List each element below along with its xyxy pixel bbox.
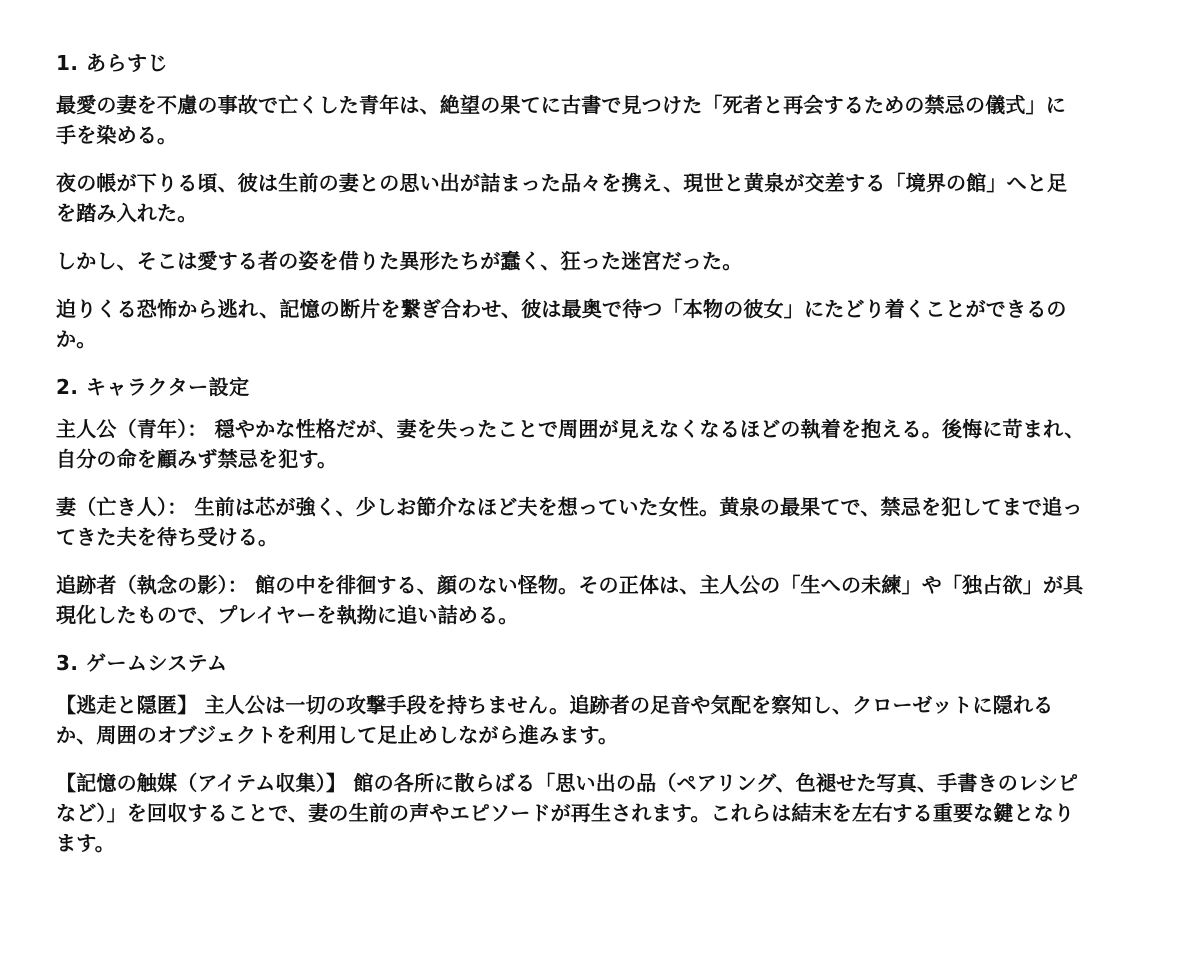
section-characters [56,372,1086,630]
section-heading: 3. ゲームシステム [56,651,228,675]
section-synopsis [56,48,1086,354]
paragraph: 【記憶の触媒（アイテム収集）】 館の各所に散らばる「思い出の品（ペアリング、色褪せた写真、手書きのレシピなど）」を回収することで、妻の生前の声やエピソードが再生されます。これらは結末を左右する重要な鍵となります。 [56,771,1079,855]
section-game-system [56,648,1086,858]
paragraph: 【逃走と隠匿】 主人公は一切の攻撃手段を持ちません。追跡者の足音や気配を察知し、クローゼットに隠れるか、周囲のオブジェクトを利用して足止めしながら進みます。 [56,693,1054,747]
paragraph: しかし、そこは愛する者の姿を借りた異形たちが蠢く、狂った迷宮だった。 [56,249,743,273]
paragraph: 迫りくる恐怖から逃れ、記憶の断片を繋ぎ合わせ、彼は最奥で待つ「本物の彼女」にたどり着くことができるのか。 [56,297,1067,351]
paragraph: 追跡者（執念の影）： 館の中を徘徊する、顔のない怪物。その正体は、主人公の「生への未練」や「独占欲」が具現化したもので、プレイヤーを執拗に追い詰める。 [56,573,1084,627]
paragraph: 夜の帳が下りる頃、彼は生前の妻との思い出が詰まった品々を携え、現世と黄泉が交差する「境界の館」へと足を踏み入れた。 [56,171,1068,225]
paragraph: 妻（亡き人）： 生前は芯が強く、少しお節介なほど夫を想っていた女性。黄泉の最果てで、禁忌を犯してまで追ってきた夫を待ち受ける。 [56,495,1083,549]
section-heading: 1. あらすじ [56,51,168,75]
document-body [56,48,1086,876]
paragraph: 最愛の妻を不慮の事故で亡くした青年は、絶望の果てに古書で見つけた「死者と再会するための禁忌の儀式」に手を染める。 [56,93,1066,147]
paragraph: 主人公（青年）： 穏やかな性格だが、妻を失ったことで周囲が見えなくなるほどの執着を抱える。後悔に苛まれ、自分の命を顧みず禁忌を犯す。 [56,417,1085,471]
section-heading: 2. キャラクター設定 [56,375,250,399]
